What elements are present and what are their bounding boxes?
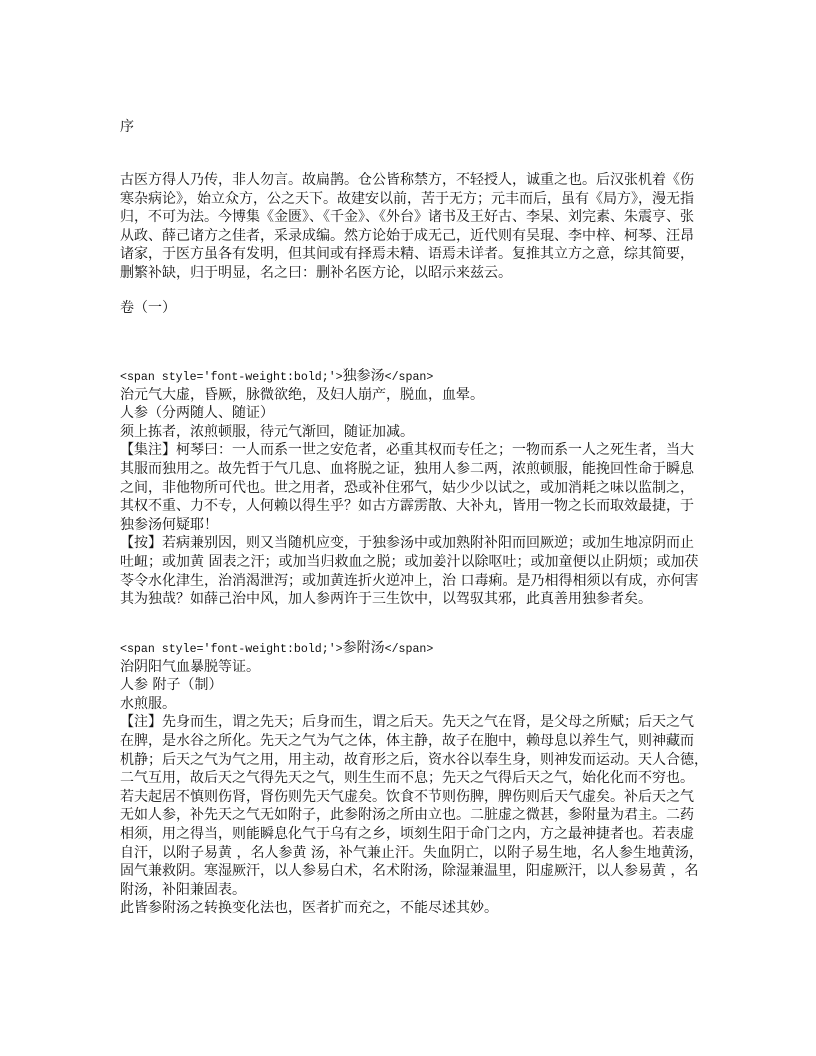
text-line: 人参（分两随人、随证） bbox=[120, 405, 274, 422]
text-line: 苓令水化津生，治消渴泄泻；或加黄连折火逆冲上，治 口毒痢。是乃相得相须以有成，亦何害 bbox=[120, 572, 699, 589]
text-line: 其权不重、力不专，人何赖以得生乎？如古方霹雳散、大补丸，皆用一物之长而取效最捷，于 bbox=[120, 498, 694, 515]
text-line: 治阴阳气血暴脱等证。 bbox=[120, 658, 260, 675]
text-line: 从政、薛己诸方之佳者，采录成编。然方论始于成无己，近代则有吴琨、李中梓、柯琴、汪昂 bbox=[120, 227, 694, 244]
formula-name: 独参汤 bbox=[342, 368, 385, 384]
text-line: 【按】若病兼别因，则又当随机应变，于独参汤中或加熟附补阳而回厥逆；或加生地凉阴而止 bbox=[120, 535, 694, 552]
text-line: 之间，非他物所可代也。世之用者，恐或补住邪气，姑少少以试之，或加消耗之味以监制之， bbox=[120, 479, 694, 496]
text-line: 水煎服。 bbox=[120, 695, 176, 712]
tag-close: </span> bbox=[384, 643, 434, 656]
text-line: 相须，用之得当，则能瞬息化气于乌有之乡，顷刻生阳于命门之内，方之最神捷者也。若表虚 bbox=[120, 825, 694, 842]
section-heading bbox=[120, 639, 720, 658]
section-shen-fu-tang bbox=[120, 639, 720, 918]
text-line: 此皆参附汤之转换变化法也，医者扩而充之，不能尽述其妙。 bbox=[120, 900, 498, 917]
tag-close: </span> bbox=[384, 371, 434, 384]
text-line: 附汤，补阳兼固表。 bbox=[120, 881, 246, 898]
text-line: 诸家，于医方虽各有发明，但其间或有择焉未精、语焉未详者。复推其立方之意，综其简要， bbox=[120, 246, 694, 263]
text-line: 吐衄；或加黄 固表之汗；或加当归救血之脱；或加姜汁以除呕吐；或加童便以止阴烦；或加茯 bbox=[120, 553, 699, 570]
tag-open: <span style='font-weight:bold;'> bbox=[120, 643, 343, 656]
section-du-shen-tang bbox=[120, 367, 720, 609]
text-line: 须上拣者，浓煎顿服，待元气渐回，随证加减。 bbox=[120, 423, 414, 440]
text-line: 无如人参，补先天之气无如附子，此参附汤之所由立也。二脏虚之微甚，参附量为君主。二药 bbox=[120, 807, 694, 824]
text-line: 其服而独用之。故先哲于气几息、血将脱之证，独用人参二两，浓煎顿服，能挽回性命于瞬息 bbox=[120, 460, 694, 477]
text-line: 机静；后天之气为气之用，用主动，故育形之后，资水谷以奉生身，则神发而运动。天人合德， bbox=[120, 751, 708, 768]
formula-name: 参附汤 bbox=[342, 640, 385, 656]
preface-title: 序 bbox=[120, 119, 134, 135]
preface-heading bbox=[120, 118, 720, 137]
section-heading bbox=[120, 367, 720, 386]
text-line: 独参汤何疑耶！ bbox=[120, 516, 218, 533]
text-line: 古医方得人乃传，非人勿言。故扁鹊。仓公皆称禁方，不轻授人，诚重之也。后汉张机着《伤 bbox=[120, 172, 694, 188]
text-line: 在脾，是水谷之所化。先天之气为气之体，体主静，故子在胞中，赖母息以养生气，则神藏而 bbox=[120, 732, 694, 749]
volume-title: 卷（一） bbox=[120, 300, 176, 316]
text-line: 【注】先身而生，谓之先天；后身而生，谓之后天。先天之气在肾，是父母之所赋；后天之气 bbox=[120, 714, 694, 731]
text-line: 【集注】柯琴曰：一人而系一世之安危者，必重其权而专任之；一物而系一人之死生者，当大 bbox=[120, 442, 694, 459]
tag-open: <span style='font-weight:bold;'> bbox=[120, 371, 343, 384]
text-line: 寒杂病论》，始立众方，公之天下。故建安以前，苦于无方；元丰而后，虽有《局方》，漫无指 bbox=[120, 190, 694, 207]
text-line: 其为独哉？如薛己治中风，加人参两许于三生饮中，以驾驭其邪，此真善用独参者矣。 bbox=[120, 591, 652, 608]
preface-paragraph bbox=[120, 171, 720, 283]
volume-heading bbox=[120, 299, 720, 318]
text-line: 二气互用，故后天之气得先天之气，则生生而不息；先天之气得后天之气，始化化而不穷也。 bbox=[120, 770, 694, 787]
text-line: 人参 附子（制） bbox=[120, 677, 223, 694]
text-line: 删繁补缺，归于明显，名之曰：删补名医方论，以昭示来兹云。 bbox=[120, 264, 512, 281]
text-line: 固气兼救阴。寒湿厥汗，以人参易白术，名术附汤，除湿兼温里，阳虚厥汗，以人参易黄 ，名 bbox=[120, 863, 699, 880]
text-line: 治元气大虚，昏厥，脉微欲绝，及妇人崩产，脱血，血晕。 bbox=[120, 386, 484, 403]
text-line: 自汗，以附子易黄 ，名人参黄 汤，补气兼止汗。失血阴亡，以附子易生地，名人参生地黄汤， bbox=[120, 844, 703, 861]
text-line: 归，不可为法。今博集《金匮》、《千金》、《外台》诸书及王好古、李杲、刘完素、朱震亨、张 bbox=[120, 209, 694, 226]
text-line: 若夫起居不慎则伤肾，肾伤则先天气虚矣。饮食不节则伤脾，脾伤则后天气虚矣。补后天之气 bbox=[120, 788, 694, 805]
